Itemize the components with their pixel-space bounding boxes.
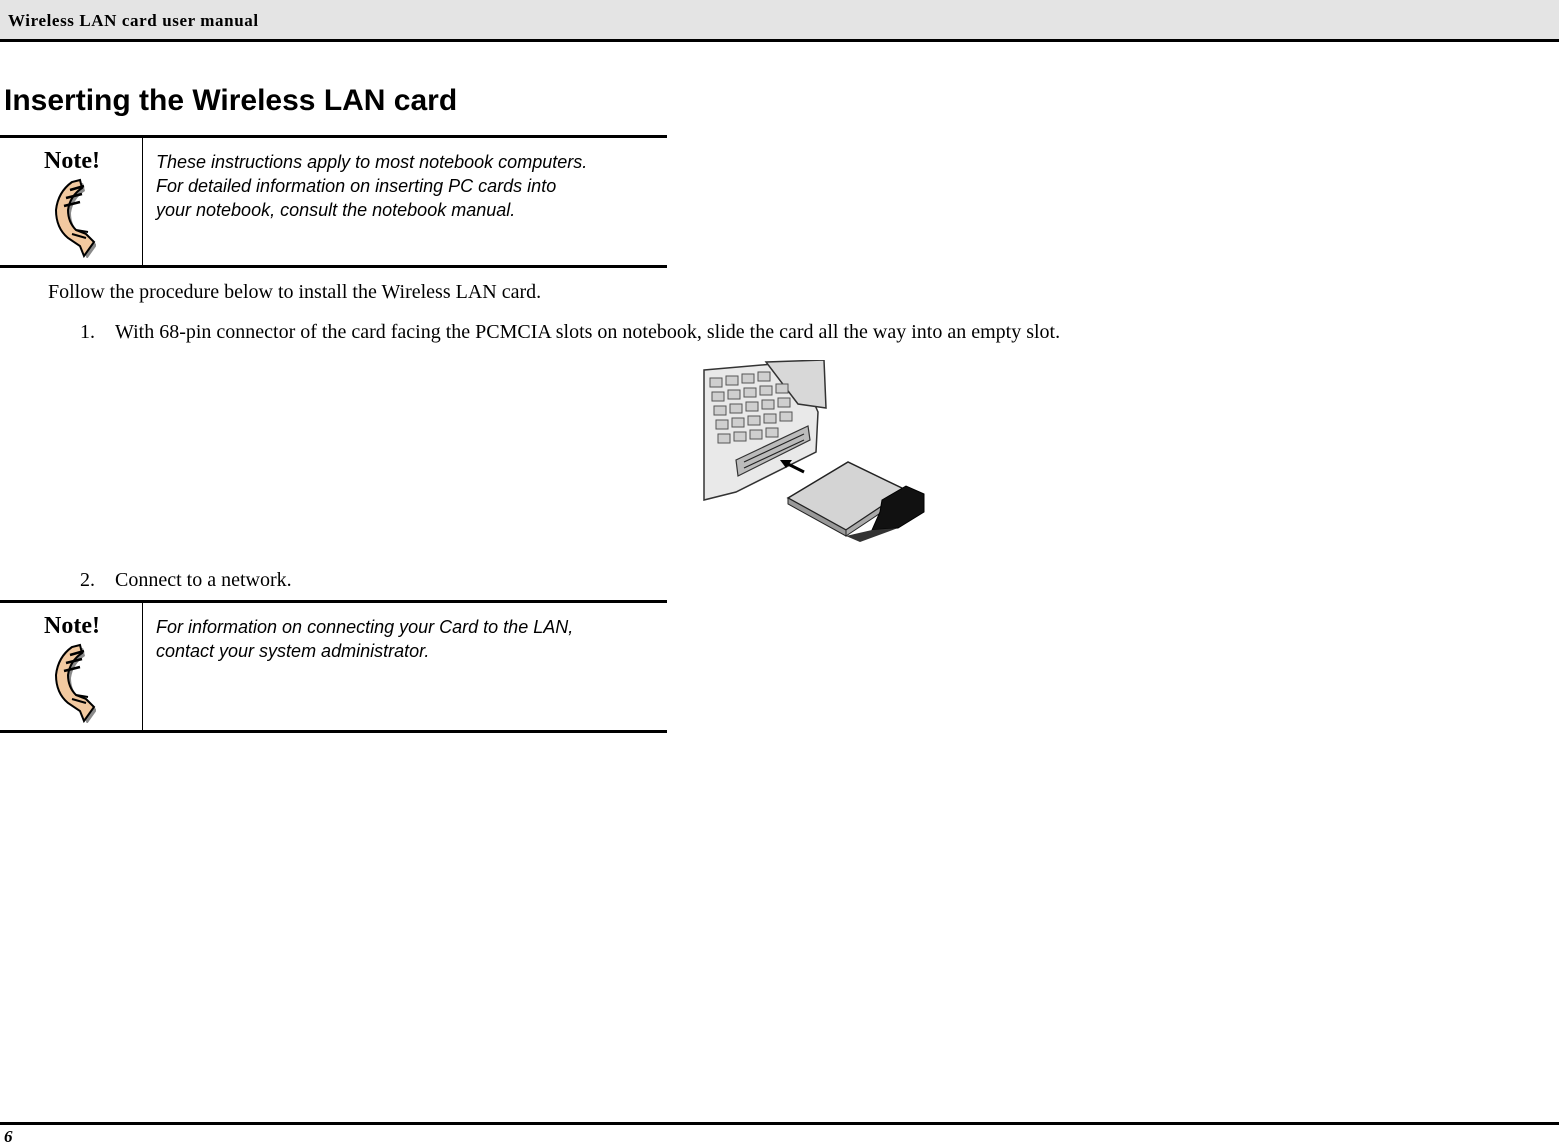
note-text: [156, 615, 661, 663]
intro-paragraph: Follow the procedure below to install the Wireless LAN card.: [48, 281, 542, 303]
footer-rule: [0, 1122, 1559, 1125]
note-line: contact your system administrator.: [156, 641, 430, 661]
note-line: These instructions apply to most notebook computers.: [156, 152, 588, 172]
note-line: your notebook, consult the notebook manual.: [156, 200, 516, 220]
running-header: [0, 0, 1559, 42]
note-label: Note!: [44, 613, 100, 639]
note-divider: [142, 603, 143, 730]
step-number: 2.: [80, 569, 95, 591]
note-box: [0, 135, 667, 268]
page-number: 6: [4, 1127, 13, 1146]
step-text: Connect to a network.: [115, 569, 292, 591]
note-label: Note!: [44, 148, 100, 174]
hand-pointing-icon: [50, 176, 96, 258]
note-line: For information on connecting your Card to the LAN,: [156, 617, 574, 637]
step-text: With 68-pin connector of the card facing the PCMCIA slots on notebook, slide the card all the way into an empty slot.: [115, 321, 1061, 343]
manual-title: Wireless LAN card user manual: [8, 11, 259, 30]
note-text: [156, 150, 661, 222]
note-line: For detailed information on inserting PC cards into: [156, 176, 557, 196]
step-number: 1.: [80, 321, 95, 343]
section-title: Inserting the Wireless LAN card: [4, 84, 458, 117]
note-divider: [142, 138, 143, 265]
notebook-pc-card-insertion-illustration: [700, 360, 930, 550]
hand-pointing-icon: [50, 641, 96, 723]
note-box: [0, 600, 667, 733]
